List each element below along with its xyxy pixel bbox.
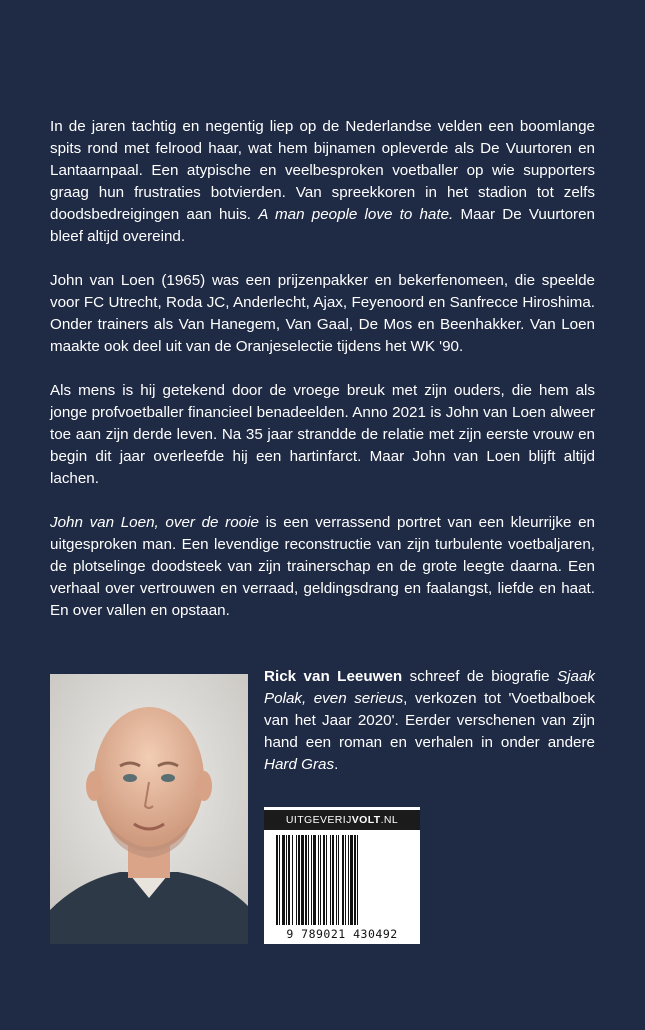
barcode-bar — [354, 835, 356, 925]
barcode-bar — [332, 835, 334, 925]
publisher-suffix: .NL — [380, 814, 399, 826]
barcode-bar — [301, 835, 304, 925]
barcode-bar — [330, 835, 331, 925]
bio-text: schreef de biografie — [402, 668, 557, 685]
barcode-bar — [323, 835, 325, 925]
barcode-bar — [350, 835, 353, 925]
isbn-number: 9 789021 430492 — [286, 927, 398, 941]
barcode-bar — [282, 835, 285, 925]
author-portrait-icon — [50, 674, 248, 944]
barcode-bar — [348, 835, 349, 925]
barcode-bar — [345, 835, 346, 925]
barcode-bar — [320, 835, 321, 925]
blurb-quote: A man people love to hate. — [258, 206, 454, 223]
barcode-bar — [311, 835, 312, 925]
bio-text: . — [334, 756, 339, 773]
barcode-bar — [279, 835, 280, 925]
barcode-bar — [288, 835, 290, 925]
publisher-label — [264, 810, 420, 830]
barcode-bar — [357, 835, 358, 925]
barcode-bar — [342, 835, 344, 925]
barcode-bar — [298, 835, 300, 925]
blurb-text: is een verrassend portret van een kleurrijke en uitgesproken man. Een levendige reconstructie van zijn turbulente voetbaljaren, de plotselinge doodsteek van zijn trainerschap en de grote leegte daarna. Een verhaal over vertrouwen en verraad, geldingsdrang en faalangst, liefde en haat. En over vallen en opstaan. — [50, 514, 595, 619]
barcode-bar — [286, 835, 287, 925]
blurb-paragraph-4 — [50, 512, 595, 622]
barcode-bar — [296, 835, 297, 925]
book-title: John van Loen, over de rooie — [50, 514, 259, 531]
barcode-bar — [336, 835, 337, 925]
back-cover-blurb — [50, 116, 595, 644]
blurb-paragraph-3: Als mens is hij getekend door de vroege breuk met zijn ouders, die hem als jonge profvoetballer financieel benadeelden. Anno 2021 is John van Loen alweer toe aan zijn derde leven. Na 35 jaar strandde de relatie met zijn eerste vrouw en begin dit jaar overleefde hij een hartinfarct. Maar John van Loen blijft altijd lachen. — [50, 382, 595, 487]
barcode-box — [264, 807, 420, 944]
author-bio — [264, 666, 595, 776]
barcode-bar — [292, 835, 293, 925]
barcode-bar — [276, 835, 278, 925]
bio-book-title: Sjaak Polak, even serieus — [264, 668, 595, 707]
blurb-text: Maar De Vuurtoren bleef altijd overeind. — [50, 206, 595, 245]
blurb-text: In de jaren tachtig en negentig liep op de Nederlandse velden een boomlange spits rond met felrood haar, wat hem bijnamen opleverde als De Vuurtoren en Lantaarnpaal. Een atypische en veelbesproken voetballer op wie supporters graag hun frustraties botvierden. Van spreekkoren in het stadion tot zelfs doodsbedreigingen aan huis. — [50, 118, 595, 223]
barcode-bar — [326, 835, 327, 925]
publisher-bold: VOLT — [351, 814, 381, 826]
author-photo — [50, 674, 248, 944]
barcode-bar — [338, 835, 339, 925]
barcode-bar — [305, 835, 307, 925]
bio-book-title: Hard Gras — [264, 756, 335, 773]
publisher-prefix: UITGEVERIJ — [285, 814, 352, 826]
blurb-paragraph-1 — [50, 116, 595, 248]
barcode-bar — [313, 835, 316, 925]
bio-text: , verkozen tot 'Voetbalboek van het Jaar 2020'. Eerder verschenen van zijn hand een roman en verhalen in onder andere — [264, 690, 595, 751]
author-name: Rick van Leeuwen — [264, 668, 403, 685]
blurb-paragraph-2: John van Loen (1965) was een prijzenpakker en bekerfenomeen, die speelde voor FC Utrecht, Roda JC, Anderlecht, Ajax, Feyenoord en Sanfrecce Hiroshima. Onder trainers als Van Hanegem, Van Gaal, De Mos en Beenhakker. Van Loen maakte ook deel uit van de Oranjeselectie tijdens het WK '90. — [50, 272, 595, 355]
barcode-bar — [318, 835, 319, 925]
barcode-icon — [274, 835, 410, 927]
barcode-bar — [308, 835, 309, 925]
